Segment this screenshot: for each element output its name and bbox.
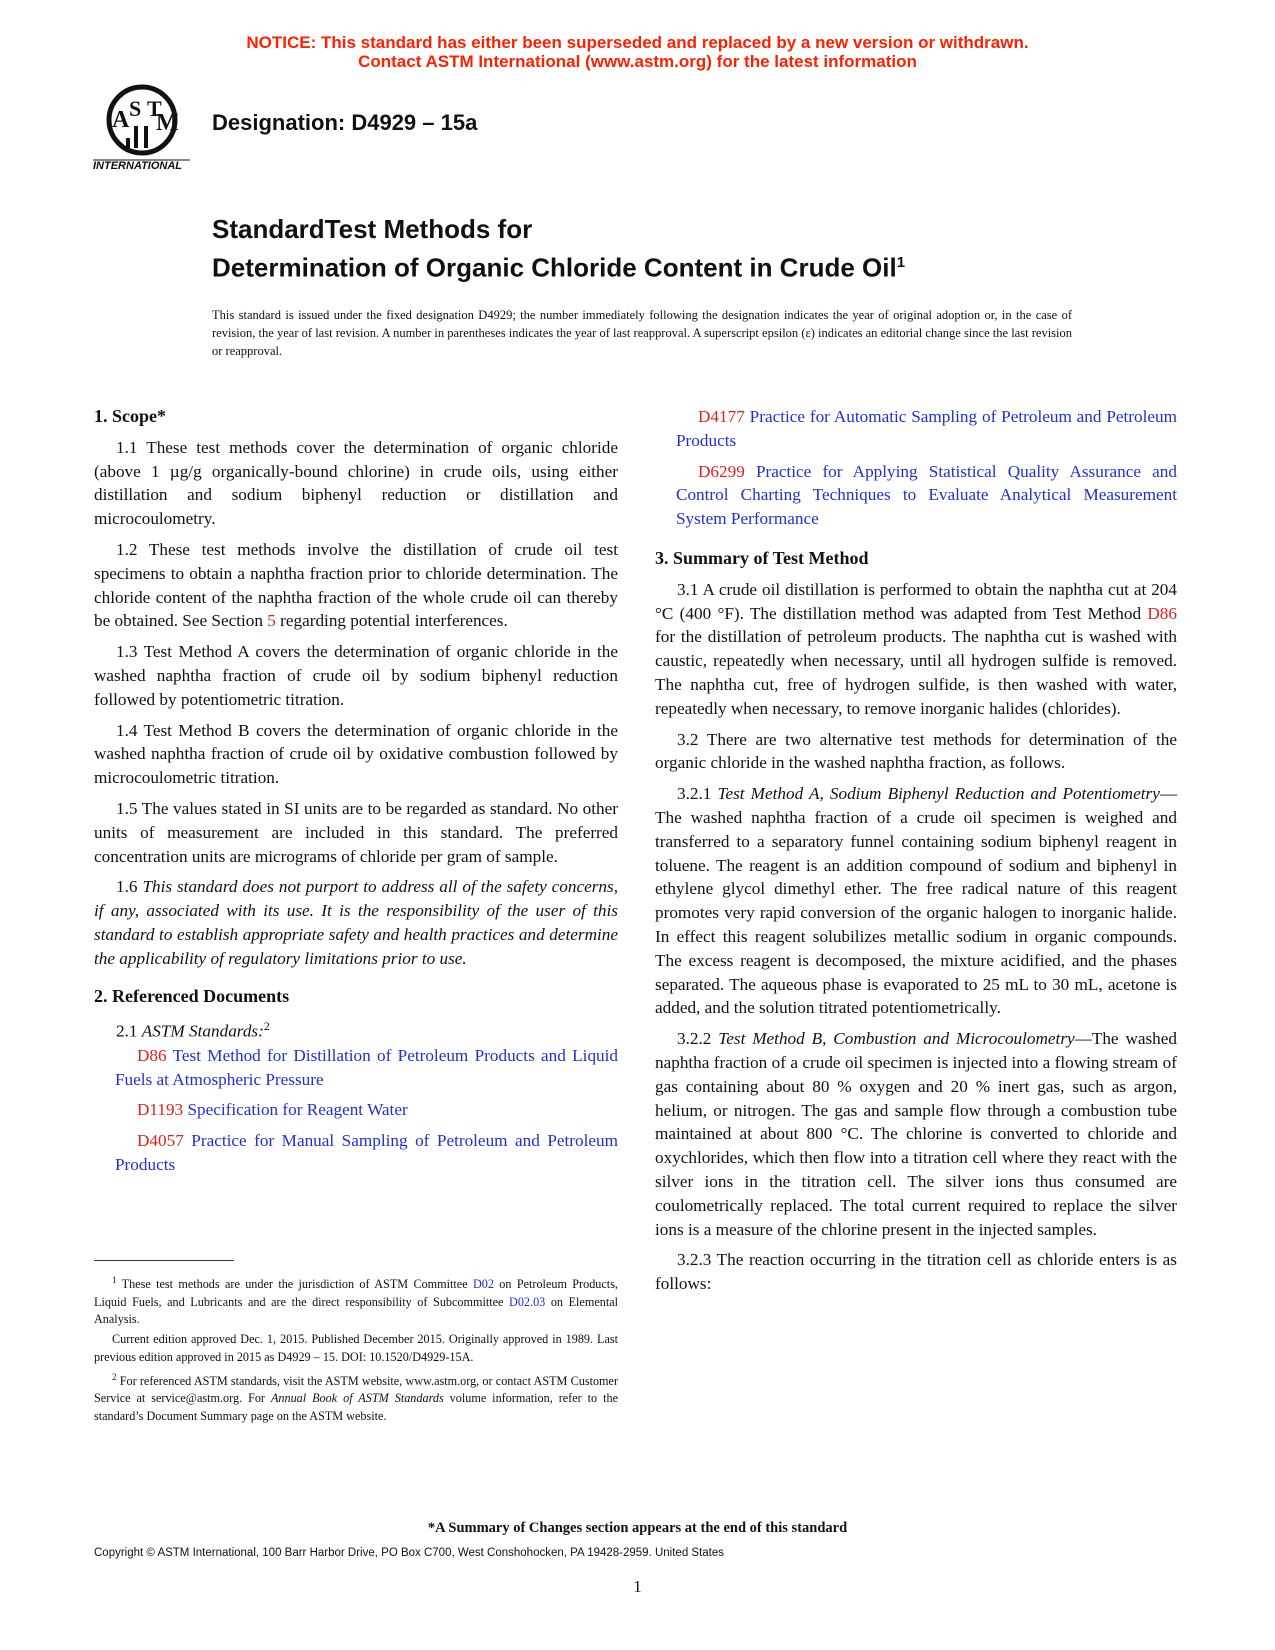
document-title [212, 213, 1212, 285]
reference-title-link[interactable]: Test Method for Distillation of Petroleum Products and Liquid Fuels at Atmospheric Pressure [115, 1045, 618, 1089]
paragraph-3-2-2: 3.2.2 Test Method B, Combustion and Microcoulometry—The washed naphtha fraction of a crude oil specimen is injected into a flowing stream of gas containing about 80 % oxygen and 20 % inert gas, such as argon, helium, or nitrogen. The gas and sample flow through a combustion tube maintained at about 800 °C. The chlorine is converted to chloride and oxychlorides, which then flow into a titration cell where they react with the silver ions in the titration cell. The silver ions thus consumed are coulometrically replaced. The total current required to replace the silver ions is a measure of the chlorine present in the injected samples. [655, 1029, 1177, 1239]
svg-text:M: M [156, 110, 179, 136]
logo-text: INTERNATIONAL [93, 160, 183, 172]
section-heading-referenced-documents: 2. Referenced Documents [94, 985, 290, 1006]
paragraph-1-3: 1.3 Test Method A covers the determination of organic chloride in the washed naphtha fraction of crude oil by sodium biphenyl reduction followed by potentiometric titration. [94, 642, 618, 709]
reference-item [655, 460, 1177, 531]
paragraph-1-1: 1.1 These test methods cover the determination of organic chloride (above 1 µg/g organically-bound chlorine) in crude oils, using either distillation and sodium biphenyl reduction or distillation and microcoulometry. [94, 437, 618, 529]
paragraph-3-2: 3.2 There are two alternative test methods for determination of the organic chloride in the washed naphtha fraction, as follows. [655, 729, 1177, 773]
reference-title-link[interactable]: Practice for Automatic Sampling of Petroleum and Petroleum Products [676, 407, 1177, 450]
summary-of-changes-note: *A Summary of Changes section appears at the end of this standard [427, 1520, 848, 1536]
reference-item [94, 1098, 618, 1122]
reference-title-link[interactable]: Specification for Reagent Water [183, 1100, 408, 1120]
title-line-2: Determination of Organic Chloride Content in Crude Oil$^1$ [212, 252, 906, 283]
svg-text:T: T [147, 96, 162, 121]
issuance-note: This standard is issued under the fixed designation D4929; the number immediately following the designation indicates the year of original adoption or, in the case of revision, the year of last revision. A number in parentheses indicates the year of last reapproval. A superscript epsilon (ε) indicates an editorial change since the last revision or reapproval. [212, 308, 1072, 358]
left-column [94, 405, 618, 1193]
footnotes [94, 1272, 618, 1428]
svg-text:S: S [129, 96, 142, 121]
svg-text:A: A [112, 107, 130, 133]
reference-item [655, 405, 1177, 453]
reference-item [94, 1044, 618, 1092]
reference-code-link[interactable]: D4057 [137, 1131, 184, 1151]
copyright-line: Copyright © ASTM International, 100 Barr Harbor Drive, PO Box C700, West Conshohocken, PA 19428-2959. United States [94, 1547, 725, 1559]
astm-logo [92, 82, 196, 174]
notice-line-1: NOTICE: This standard has either been superseded and replaced by a new version or withdrawn. [246, 33, 1029, 52]
reference-code-link[interactable]: D4177 [698, 407, 745, 426]
paragraph-1-2: 1.2 These test methods involve the distillation of crude oil test specimens to obtain a naphtha fraction prior to chloride determination. The chloride content of the naphtha fraction of the whole crude oil can thereby be obtained. See Section 5 regarding potential interferences. [94, 539, 618, 631]
right-column [655, 405, 1177, 1303]
reference-list-right [655, 405, 1177, 531]
reference-code-link[interactable]: D86 [137, 1045, 167, 1065]
reference-item [94, 1129, 618, 1177]
paragraph-3-2-3: 3.2.3 The reaction occurring in the titration cell as chloride enters is as follows: [655, 1250, 1177, 1294]
footnote-2: $^2$ For referenced ASTM standards, visit the ASTM website, www.astm.org, or contact ASTM Customer Service at service@astm.org. For Annual Book of ASTM Standards volume information, refer to the standard’s Document Summary page on the ASTM website. [94, 1371, 618, 1424]
section-5-link[interactable]: 5 [267, 611, 276, 631]
notice-line-2: Contact ASTM International (www.astm.org) for the latest information [358, 52, 917, 71]
reference-list-left [94, 1044, 618, 1177]
title-footnote-mark: 1 [896, 254, 906, 271]
paragraph-1-5: 1.5 The values stated in SI units are to be regarded as standard. No other units of measurement are included in this standard. The preferred concentration units are micrograms of chloride per gram of sample. [94, 798, 618, 866]
d86-link[interactable]: D86 [1147, 603, 1177, 623]
paragraph-1-6: 1.6 This standard does not purport to address all of the safety concerns, if any, associated with its use. It is the responsibility of the user of this standard to establish appropriate safety and health practices and determine the applicability of regulatory limitations prior to use. [94, 877, 619, 968]
designation: Designation: D4929 – 15a [212, 110, 478, 135]
subcommittee-d02-03-link[interactable]: D02.03 [509, 1294, 546, 1309]
section-heading-summary: 3. Summary of Test Method [655, 547, 869, 568]
footnote-divider [94, 1260, 234, 1261]
reference-title-link[interactable]: Practice for Manual Sampling of Petroleum and Petroleum Products [115, 1131, 618, 1175]
paragraph-3-1: 3.1 A crude oil distillation is performed to obtain the naphtha cut at 204 °C (400 °F). The distillation method was adapted from Test Method D86 for the distillation of petroleum products. The naphtha cut is washed with caustic, repeatedly when necessary, until all hydrogen sulfide is removed. The naphtha cut, free of hydrogen sulfide, is then washed with water, repeatedly when necessary, to remove inorganic halides (chlorides). [655, 579, 1177, 718]
reference-title-link[interactable]: Practice for Applying Statistical Quality Assurance and Control Charting Techniques to Evaluate Analytical Measurement System Performance [676, 461, 1177, 529]
page-number: 1 [633, 1577, 642, 1596]
paragraph-1-4: 1.4 Test Method B covers the determination of organic chloride in the washed naphtha fraction of crude oil by oxidative combustion followed by microcoulometric titration. [94, 720, 618, 788]
astm-standards-subheading: 2.1 ASTM Standards:$^2$ [116, 1019, 270, 1042]
footnote-1: $^1$ These test methods are under the jurisdiction of ASTM Committee D02 on Petroleum Products, Liquid Fuels, and Lubricants and are the direct responsibility of Subcommittee D02.03 on Elemental Analysis. [94, 1275, 619, 1327]
committee-d02-link[interactable]: D02 [472, 1277, 494, 1292]
paragraph-3-2-1: 3.2.1 Test Method A, Sodium Biphenyl Reduction and Potentiometry—The washed naphtha fraction of a crude oil specimen is weighed and transferred to a separatory funnel containing sodium biphenyl reagent in toluene. The reagent is an addition compound of sodium and biphenyl in ethylene glycol dimethyl ether. The free radical nature of this reagent promotes very rapid conversion of the organic halogen to inorganic halide. In effect this reagent solubilizes metallic sodium in organic compounds. The excess reagent is decomposed, the mixture acidified, and the phases separated. The aqueous phase is evaporated to 25 mL to 30 mL, acetone is added, and the solution titrated potentiometrically. [655, 784, 1178, 1018]
supersession-notice [0, 33, 1275, 71]
reference-code-link[interactable]: D6299 [698, 461, 745, 481]
section-heading-scope: 1. Scope* [94, 406, 166, 426]
title-line-1: StandardTest Methods for [212, 214, 533, 244]
reference-code-link[interactable]: D1193 [137, 1100, 184, 1120]
footnote-1-edition: Current edition approved Dec. 1, 2015. Published December 2015. Originally approved in 1989. Last previous edition approved in 2015 as D4929 – 15. DOI: 10.1520/D4929-15A. [94, 1332, 618, 1364]
